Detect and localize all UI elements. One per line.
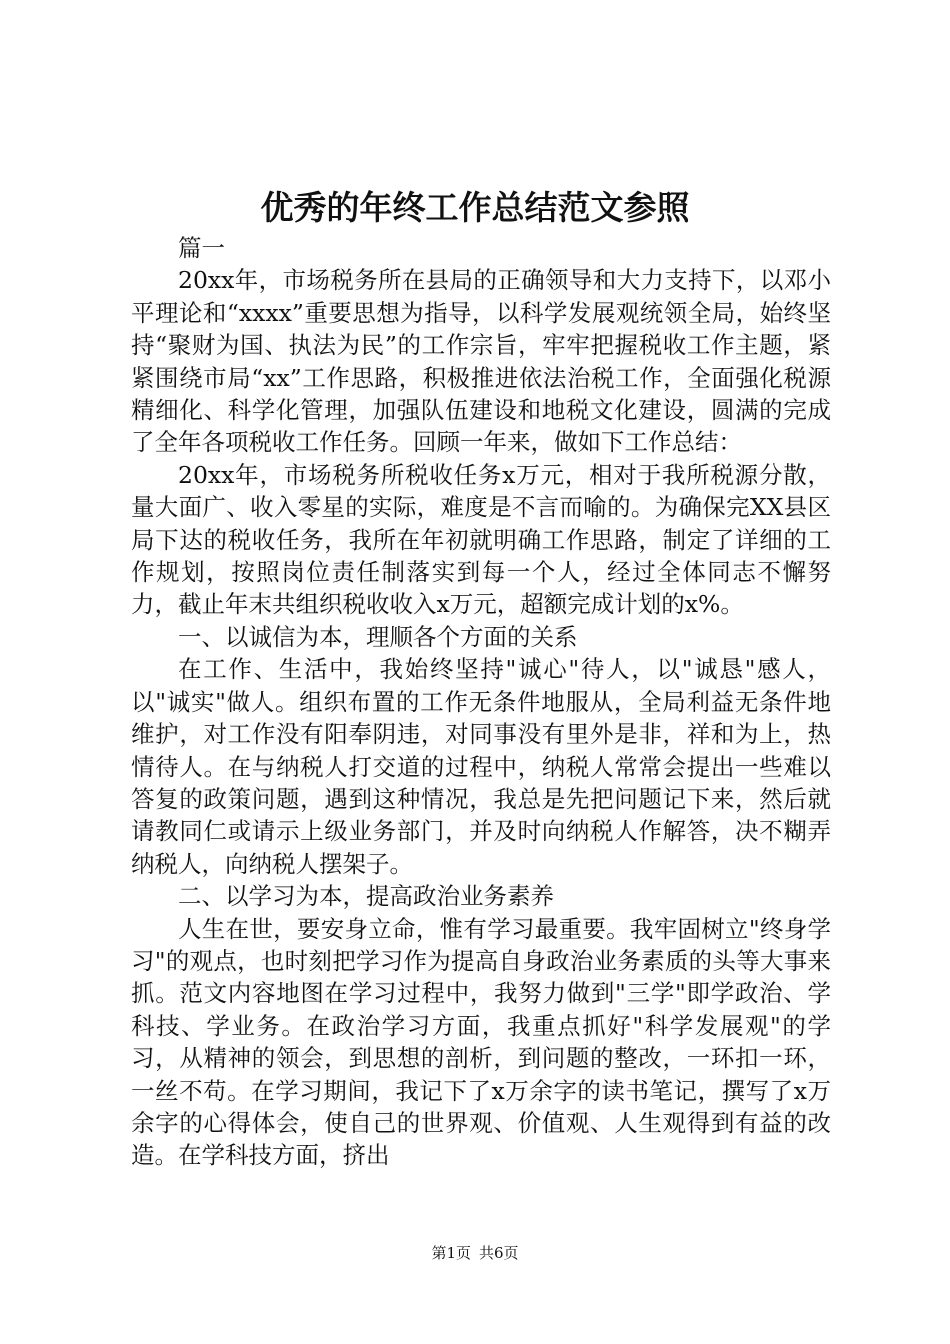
document-body (131, 232, 831, 1172)
page-footer (0, 1243, 950, 1263)
paragraph-study: 人生在世，要安身立命，惟有学习最重要。我牢固树立"终身学习"的观点，也时刻把学习作为提高自身政治业务素质的头等大事来抓。范文内容地图在学习过程中，我努力做到"三学"即学政治、学科技、学业务。在政治学习方面，我重点抓好"科学发展观"的学习，从精神的领会，到思想的剖析，到问题的整改，一环扣一环，一丝不苟。在学习期间，我记下了x万余字的读书笔记，撰写了x万余字的心得体会，使自己的世界观、价值观、人生观得到有益的改造。在学科技方面，挤出 (131, 914, 831, 1170)
section-label: 篇一 (178, 234, 225, 262)
section-heading-study: 二、以学习为本，提高政治业务素养 (178, 882, 554, 911)
section-heading-integrity: 一、以诚信为本，理顺各个方面的关系 (178, 622, 578, 651)
document-title: 优秀的年终工作总结范文参照 (260, 188, 690, 227)
paragraph-integrity: 在工作、生活中，我始终坚持"诚心"待人，以"诚恳"感人，以"诚实"做人。组织布置的工作无条件地服从，全局利益无条件地维护，对工作没有阳奉阴违，对同事没有里外是非，祥和为上，热情待人。在与纳税人打交道的过程中，纳税人常常会提出一些难以答复的政策问题，遇到这种情况，我总是先把问题记下来，然后就请教同仁或请示上级业务部门，并及时向纳税人作解答，决不糊弄纳税人，向纳税人摆架子。 (131, 655, 831, 878)
page-total: 共6页 (479, 1244, 519, 1262)
paragraph-task: 20xx年，市场税务所税收任务x万元，相对于我所税源分散，量大面广、收入零星的实际，难度是不言而喻的。为确保完XX县区局下达的税收任务，我所在年初就明确工作思路，制定了详细的工作规划，按照岗位责任制落实到每一个人，经过全体同志不懈努力，截止年末共组织税收收入x万元，超额完成计划的x%。 (131, 460, 831, 619)
page-number: 第1页 (431, 1244, 471, 1262)
paragraph-intro: 20xx年，市场税务所在县局的正确领导和大力支持下，以邓小平理论和“xxxx”重要思想为指导，以科学发展观统领全局，始终坚持“聚财为国、执法为民”的工作宗旨，牢牢把握税收工作主题，紧紧围绕市局“xx”工作思路，积极推进依法治税工作，全面强化税源精细化、科学化管理，加强队伍建设和地税文化建设，圆满的完成了全年各项税收工作任务。回顾一年来，做如下工作总结： (131, 266, 831, 457)
